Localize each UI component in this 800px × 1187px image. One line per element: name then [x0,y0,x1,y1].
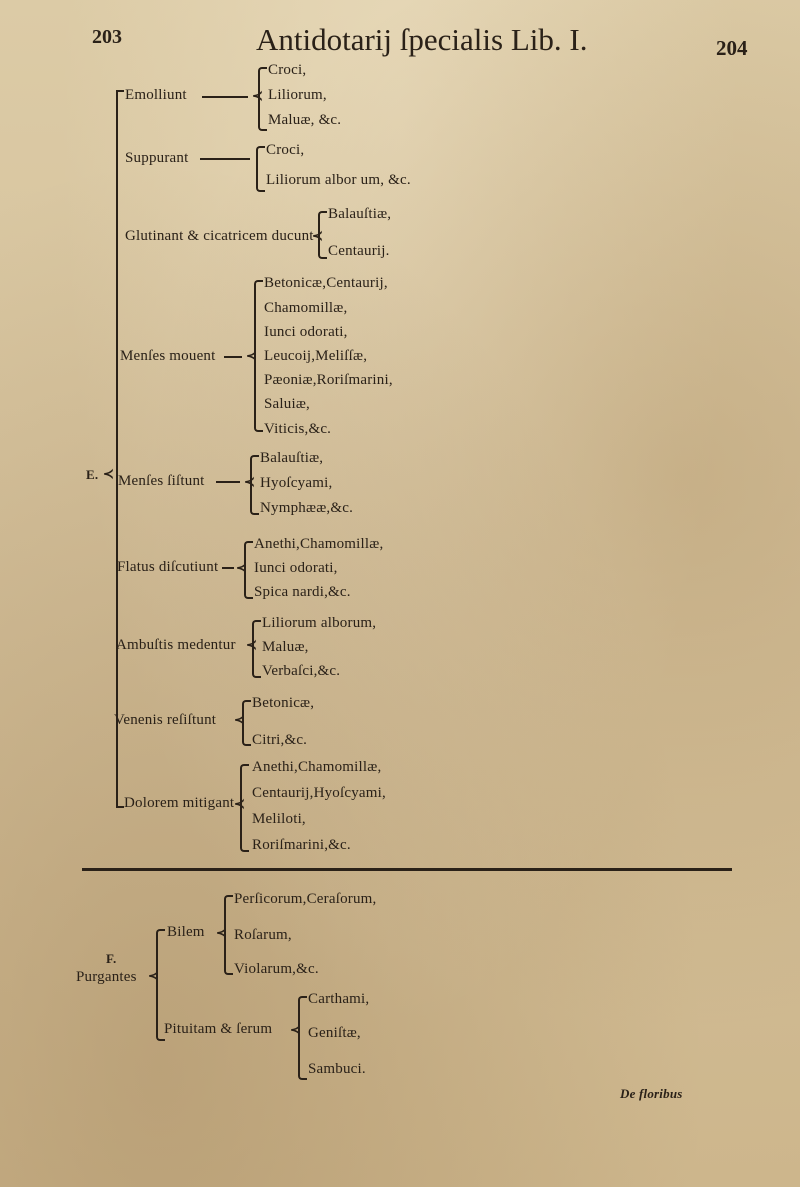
entry-label: Menſes mouent [120,348,216,364]
brace [318,211,327,259]
outer-bracket-top [116,90,124,92]
list-item: Verbaſci,&c. [262,663,341,679]
brace [252,620,261,678]
list-item: Spica nardi,&c. [254,584,351,600]
list-item: Balauſtiæ, [328,206,392,222]
connector-line [224,356,242,358]
list-item: Croci, [266,142,305,158]
brace [298,996,307,1080]
list-item: Geniſtæ, [308,1025,361,1041]
running-title: Antidotarij ſpecialis Lib. I. [256,22,588,57]
list-item: Violarum,&c. [234,961,319,977]
list-item: Viticis,&c. [264,421,332,437]
brace [256,146,265,192]
brace [240,764,249,852]
brace-point: ≺ [246,637,257,652]
brace-point: ≺ [236,560,247,575]
list-item: Liliorum, [268,87,327,103]
brace [258,67,267,131]
catchword: De floribus [620,1086,683,1101]
list-item: Sambuci. [308,1061,366,1077]
section-marker-f: F. [106,951,117,966]
page-number-left: 203 [92,26,122,48]
brace [250,455,259,515]
brace-point: ≺ [246,348,257,363]
connector-line [222,567,234,569]
list-item: Balauſtiæ, [260,450,324,466]
outer-bracket-line [116,90,118,808]
list-item: Maluæ, [262,639,309,655]
brace [244,541,253,599]
connector-line [200,158,250,160]
list-item: Iunci odorati, [254,560,338,576]
connector-line [202,96,248,98]
entry-label: Bilem [167,924,205,940]
outer-bracket-bottom [116,806,124,808]
list-item: Chamomillæ, [264,300,348,316]
brace [224,895,233,975]
list-item: Liliorum albor um, &c. [266,172,411,188]
list-item: Betonicæ, [252,695,315,711]
entry-label: Emolliunt [125,87,187,103]
list-item: Iunci odorati, [264,324,348,340]
list-item: Liliorum alborum, [262,615,377,631]
list-item: Citri,&c. [252,732,308,748]
list-item: Carthami, [308,991,370,1007]
list-item: Roſarum, [234,927,292,943]
connector-line [216,481,240,483]
brace-point: ≺ [216,925,227,940]
entry-label: Menſes ſiſtunt [118,473,205,489]
list-item: Perſicorum,Ceraſorum, [234,891,377,907]
brace-point: ≺ [290,1022,301,1037]
list-item: Pæoniæ,Roriſmarini, [264,372,393,388]
list-item: Nymphææ,&c. [260,500,354,516]
page-number-right: 204 [716,36,748,60]
section-marker-e: E. [86,467,99,482]
list-item: Maluæ, &c. [268,112,342,128]
entry-label: Flatus diſcutiunt [117,559,219,575]
list-item: Centaurij. [328,243,390,259]
brace-point: ≺ [148,968,159,983]
list-item: Roriſmarini,&c. [252,837,351,853]
outer-brace-point: ≺ [103,466,114,481]
list-item: Meliloti, [252,811,306,827]
brace-point: ≺ [234,796,245,811]
group-label: Purgantes [76,969,137,985]
list-item: Anethi,Chamomillæ, [254,536,384,552]
entry-label: Dolorem mitigant [124,795,235,811]
brace-point: ≺ [234,712,245,727]
entry-label: Pituitam & ſerum [164,1021,273,1037]
entry-label: Glutinant & cicatricem ducunt [125,228,314,244]
brace-point: ≺ [244,474,255,489]
list-item: Centaurij,Hyoſcyami, [252,785,386,801]
entry-label: Suppurant [125,150,189,166]
section-divider [82,868,732,871]
brace [254,280,263,432]
entry-label: Venenis reſiſtunt [114,712,217,728]
list-item: Croci, [268,62,307,78]
list-item: Betonicæ,Centaurij, [264,275,388,291]
list-item: Anethi,Chamomillæ, [252,759,382,775]
brace-point: ≺ [312,228,323,243]
brace-point: ≺ [252,88,263,103]
list-item: Saluiæ, [264,396,310,412]
entry-label: Ambuſtis medentur [116,637,236,653]
brace [242,700,251,746]
list-item: Leucoij,Meliſſæ, [264,348,368,364]
list-item: Hyoſcyami, [260,475,333,491]
